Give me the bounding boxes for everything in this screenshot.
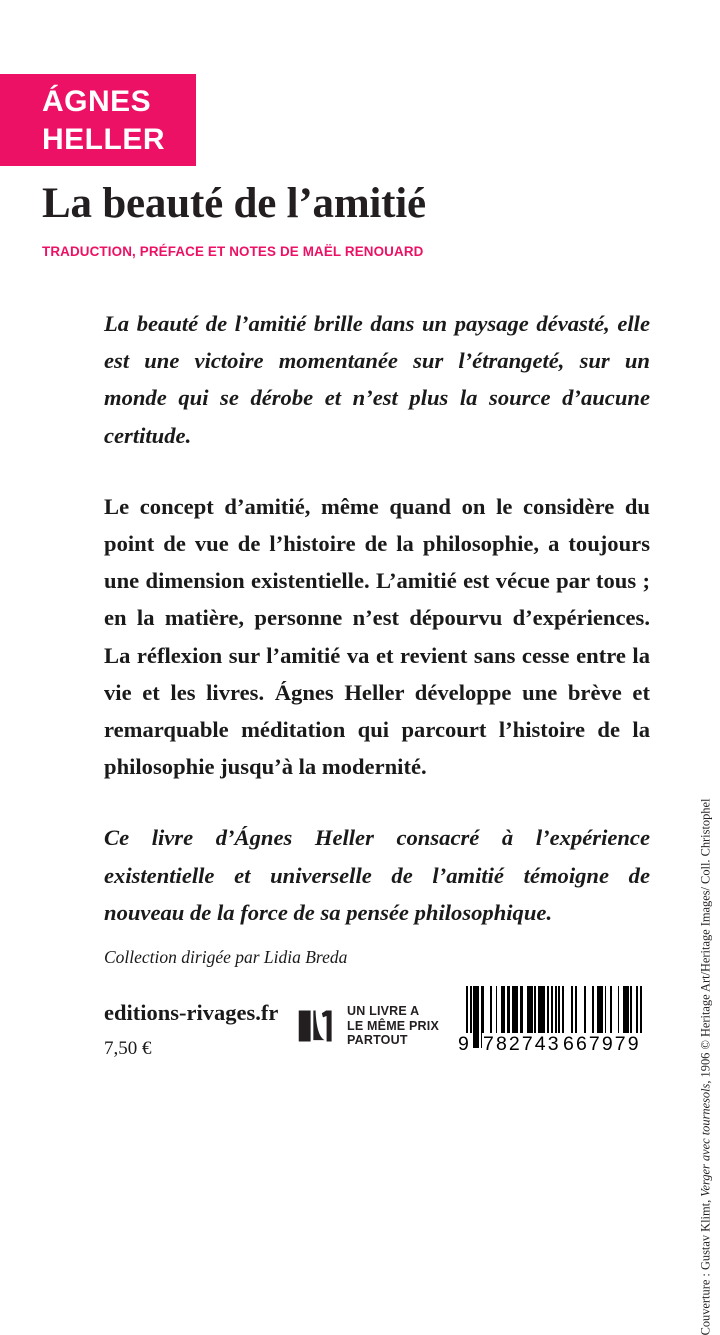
same-price-line-3: PARTOUT (347, 1033, 408, 1048)
blurb-paragraph-1: La beauté de l’amitié brille dans un paysage dévasté, elle est une victoire momentanée sur l’étrangeté, sur un monde qui se dérobe et n’est plus la source d’aucune certitude. (104, 311, 650, 448)
barcode-digits (458, 1033, 642, 1055)
cover-image-credit-text (698, 799, 712, 1335)
barcode-digit-group-right: 667979 (563, 1033, 641, 1055)
credit-artwork-title: Verger avec tournesols (698, 1083, 713, 1197)
book-title: La beauté de l’amitié (42, 180, 426, 227)
blurb-paragraph-3: Ce livre d’Ágnes Heller consacré à l’expérience existentielle et universelle de l’amitié témoigne de nouveau de la force de sa pensée philosophique. (104, 825, 650, 925)
open-book-one-icon (296, 1005, 338, 1047)
same-price-line-2: LE MÊME PRIX (347, 1018, 439, 1033)
isbn-barcode (458, 986, 642, 1055)
collection-editor-line: Collection dirigée par Lidia Breda (104, 947, 348, 967)
credit-suffix: , 1906 © Heritage Art/Heritage Images/ Coll. Christophel (698, 798, 713, 1084)
barcode-digit-prefix: 9 (458, 1033, 471, 1055)
same-price-line-1: UN LIVRE A (347, 1004, 420, 1018)
credit-prefix: Couverture : Gustav Klimt, (698, 1196, 713, 1335)
author-first-name: ÁGNES (42, 85, 152, 118)
author-name-block (0, 74, 196, 166)
same-price-logo-text (347, 1004, 439, 1048)
publisher-website[interactable]: editions-rivages.fr (104, 1000, 279, 1025)
blurb-text-column (104, 305, 650, 931)
price-label: 7,50 € (104, 1038, 152, 1059)
cover-image-credit (696, 474, 714, 1335)
author-last-name: HELLER (42, 123, 165, 156)
same-price-logo (296, 1004, 439, 1048)
barcode-digit-group-left: 782743 (483, 1033, 561, 1055)
translation-credit: TRADUCTION, PRÉFACE ET NOTES DE MAËL RENOUARD (42, 244, 424, 259)
blurb-paragraph-2: Le concept d’amitié, même quand on le considère du point de vue de l’histoire de la philosophie, a toujours une dimension existentielle. L’amitié est vécue par tous ; en la matière, personne n’est dépourvu d’expériences. La réflexion sur l’amitié va et revient sans cesse entre la vie et les livres. Ágnes Heller développe une brève et remarquable méditation qui parcourt l’histoire de la philosophie jusqu’à la modernité. (104, 493, 650, 780)
